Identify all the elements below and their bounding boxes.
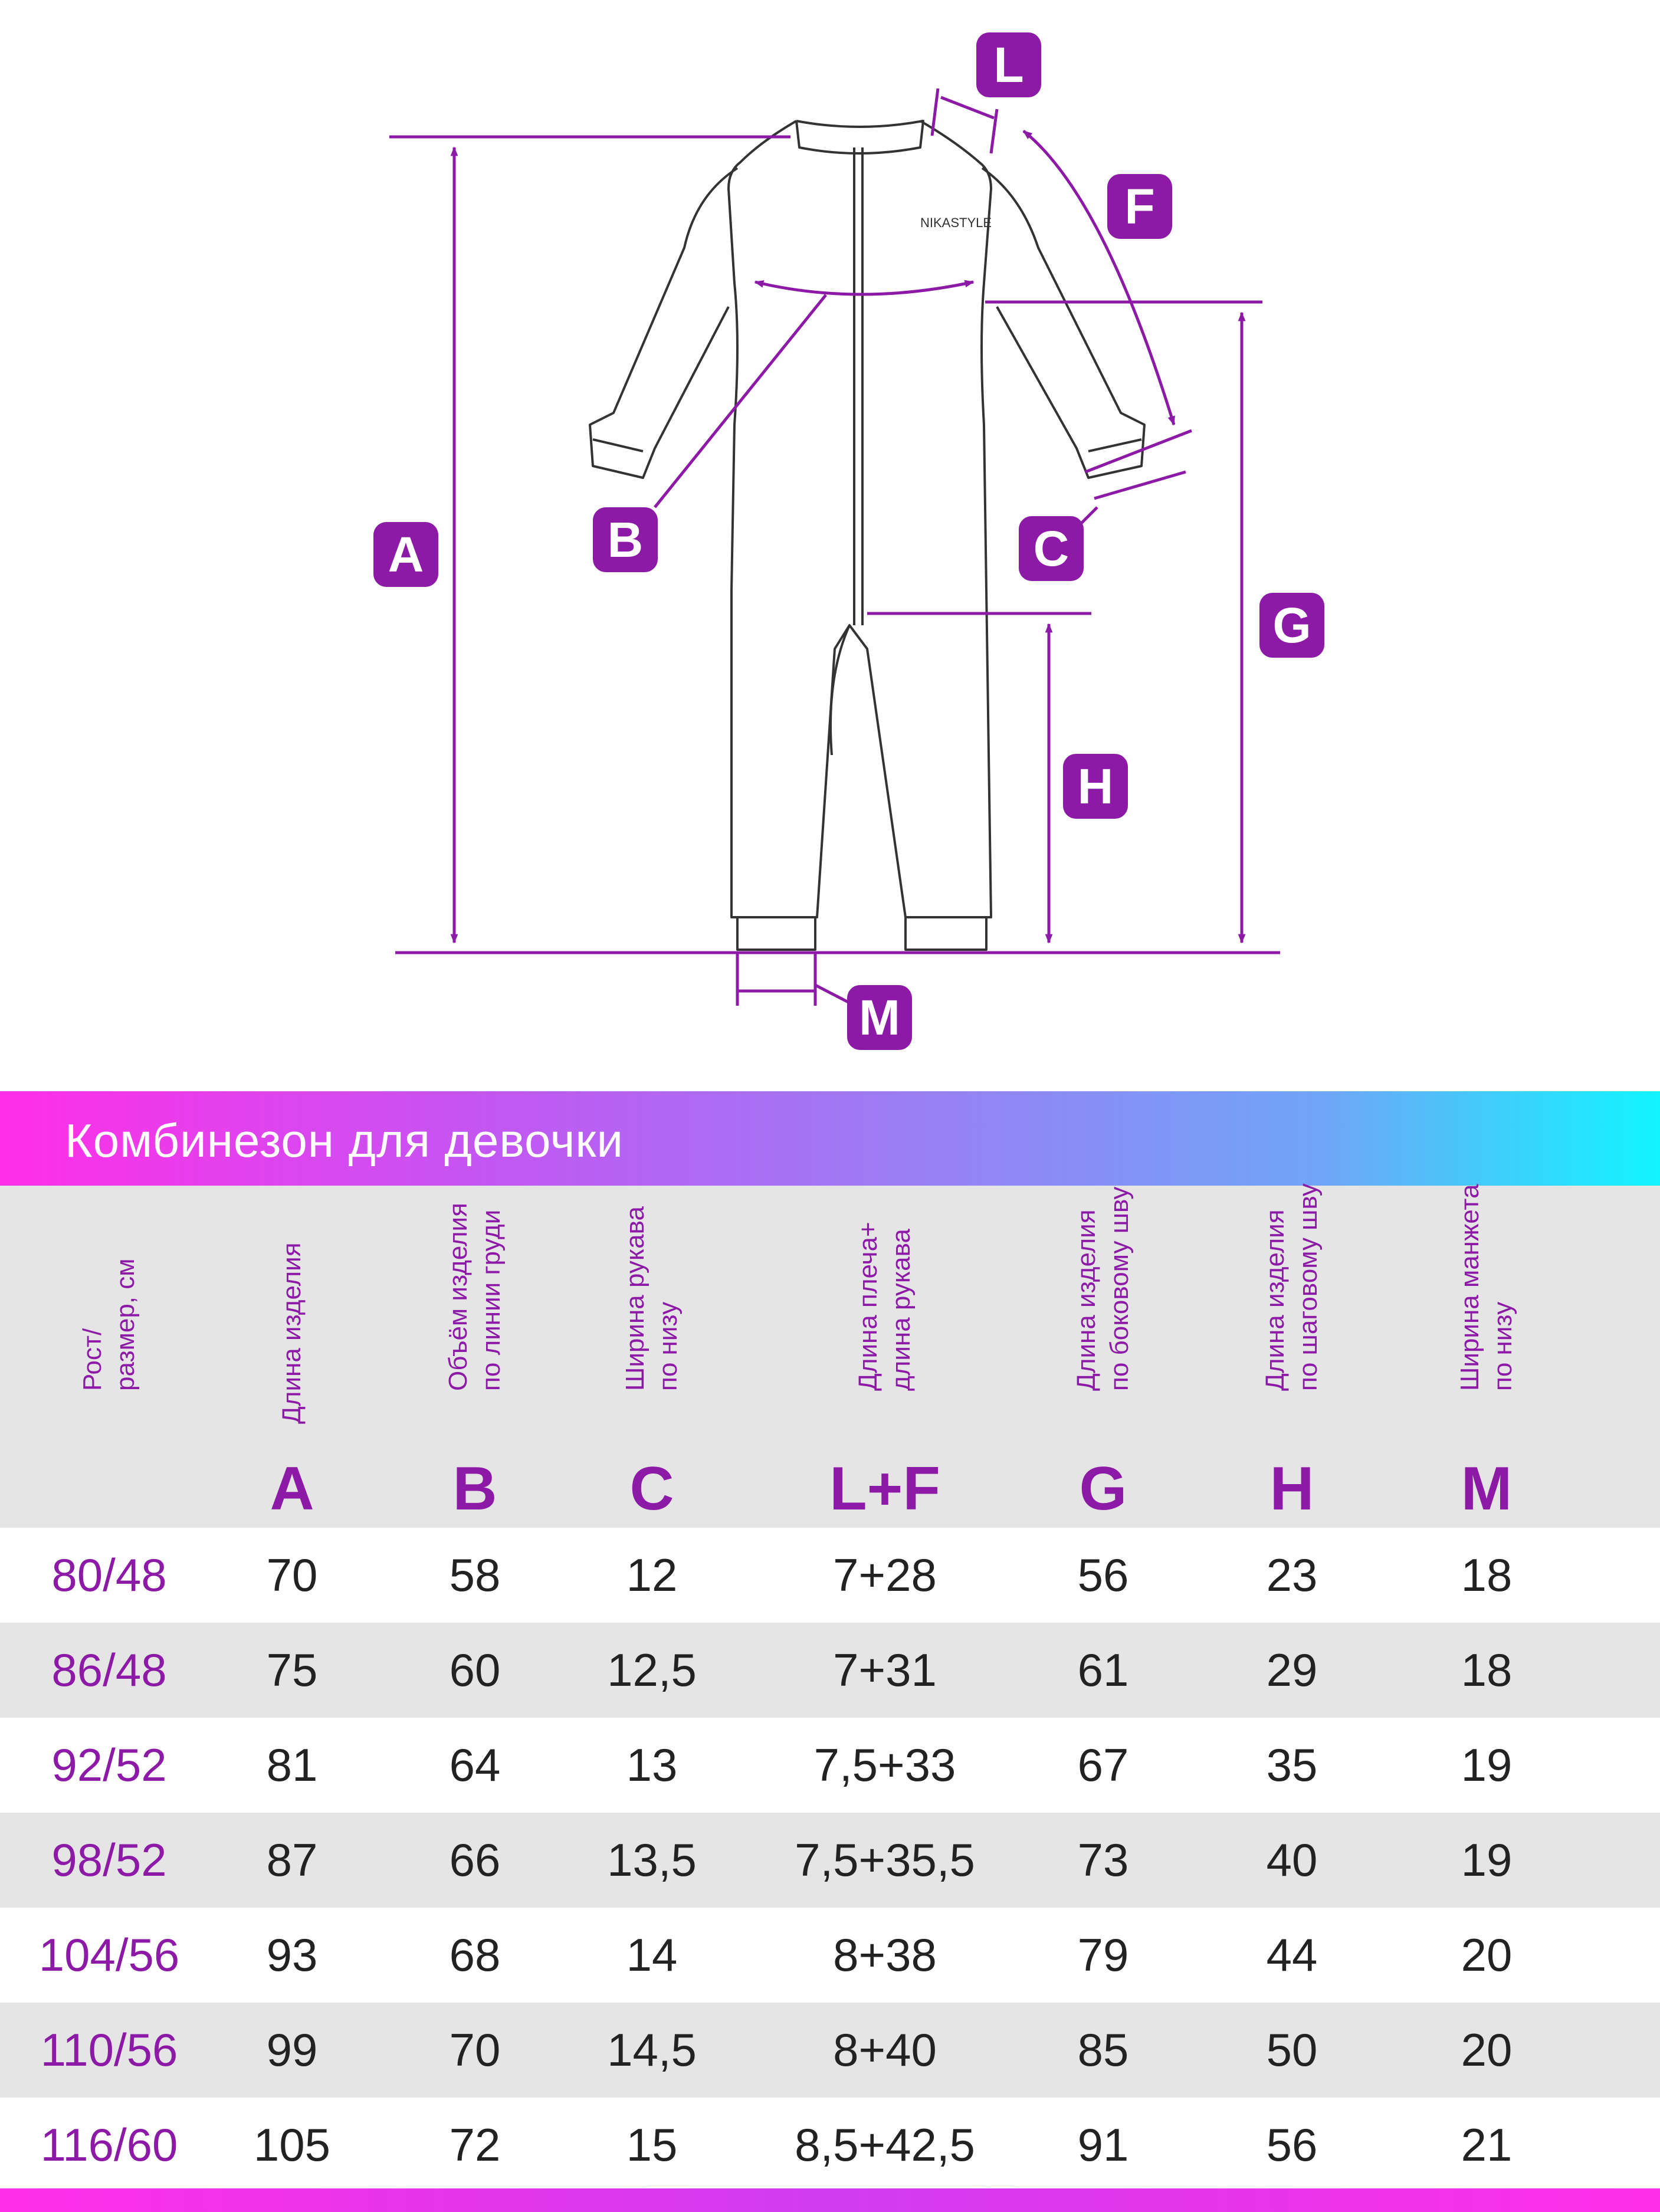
header-description-line: Длина плеча+ bbox=[854, 1222, 883, 1391]
header-col-0 bbox=[21, 1186, 198, 1528]
measure-cell: 19 bbox=[1461, 1834, 1513, 1886]
table-row bbox=[0, 2003, 1660, 2098]
measure-label-b: B bbox=[593, 507, 658, 572]
brand-label: NIKASTYLE bbox=[920, 215, 992, 230]
measure-cell: 20 bbox=[1461, 1929, 1513, 1981]
header-col-2 bbox=[386, 1186, 563, 1528]
table-row bbox=[0, 1623, 1660, 1718]
measure-cell: 64 bbox=[449, 1739, 501, 1791]
measure-cell: 91 bbox=[1077, 2119, 1129, 2171]
header-description-line: по низу bbox=[1488, 1301, 1517, 1391]
header-description bbox=[1454, 1184, 1520, 1391]
table-row bbox=[0, 1718, 1660, 1813]
measure-cell: 13 bbox=[626, 1739, 678, 1791]
measure-cell: 99 bbox=[266, 2024, 318, 2076]
header-description-line: по боковому шву bbox=[1105, 1186, 1134, 1391]
measure-cell: 68 bbox=[449, 1929, 501, 1981]
header-description bbox=[1070, 1187, 1136, 1391]
table-title-bar bbox=[0, 1091, 1660, 1186]
measure-l-line bbox=[941, 97, 994, 118]
measure-cell: 35 bbox=[1266, 1739, 1318, 1791]
measure-cell: 70 bbox=[266, 1549, 318, 1601]
measure-cell: 14 bbox=[626, 1929, 678, 1981]
measure-cell: 7,5+35,5 bbox=[795, 1834, 975, 1886]
header-description-line: Ширина рукава bbox=[621, 1206, 649, 1391]
measure-cell: 60 bbox=[449, 1644, 501, 1696]
header-description-line: по низу bbox=[654, 1301, 683, 1391]
size-cell: 104/56 bbox=[38, 1929, 180, 1981]
measure-label-l: L bbox=[976, 32, 1041, 97]
header-description bbox=[1259, 1183, 1325, 1391]
measure-cell: 58 bbox=[449, 1549, 501, 1601]
measure-cell: 79 bbox=[1077, 1929, 1129, 1981]
measure-cell: 56 bbox=[1266, 2119, 1318, 2171]
header-description-line: Длина изделия bbox=[1072, 1209, 1101, 1391]
header-description-line: длина рукава bbox=[887, 1229, 916, 1391]
header-description-line: Длина изделия bbox=[277, 1242, 306, 1424]
measure-label-a: A bbox=[373, 522, 438, 587]
measure-cell: 19 bbox=[1461, 1739, 1513, 1791]
header-description bbox=[619, 1206, 685, 1391]
measure-c-leader bbox=[1080, 507, 1097, 525]
measure-cell: 13,5 bbox=[607, 1834, 697, 1886]
table-bottom-bar bbox=[0, 2188, 1660, 2212]
measure-cell: 70 bbox=[449, 2024, 501, 2076]
measure-cell: 75 bbox=[266, 1644, 318, 1696]
jumpsuit-drawing bbox=[0, 0, 1660, 1056]
header-letter: H bbox=[1269, 1455, 1314, 1523]
header-col-3 bbox=[563, 1186, 740, 1528]
measure-cell: 12 bbox=[626, 1549, 678, 1601]
header-description bbox=[442, 1203, 508, 1391]
header-col-4 bbox=[796, 1186, 973, 1528]
table-row bbox=[0, 2098, 1660, 2193]
size-cell: 92/52 bbox=[51, 1739, 167, 1791]
header-description bbox=[76, 1258, 142, 1391]
header-letter: C bbox=[629, 1455, 674, 1523]
measure-cell: 73 bbox=[1077, 1834, 1129, 1886]
header-col-6 bbox=[1203, 1183, 1380, 1528]
table-row bbox=[0, 1813, 1660, 1908]
measure-cell: 21 bbox=[1461, 2119, 1513, 2171]
measure-cell: 8+38 bbox=[833, 1929, 937, 1981]
measure-cell: 7+28 bbox=[833, 1549, 937, 1601]
measure-label-f: F bbox=[1107, 174, 1172, 239]
table-row bbox=[0, 1528, 1660, 1623]
size-cell: 80/48 bbox=[51, 1549, 167, 1601]
measure-cell: 61 bbox=[1077, 1644, 1129, 1696]
measure-cell: 72 bbox=[449, 2119, 501, 2171]
measure-label-m: M bbox=[847, 985, 912, 1050]
header-description bbox=[275, 1242, 309, 1424]
size-cell: 98/52 bbox=[51, 1834, 167, 1886]
header-col-1 bbox=[204, 1186, 380, 1528]
measure-cell: 23 bbox=[1266, 1549, 1318, 1601]
measure-label-h: H bbox=[1063, 754, 1128, 819]
measure-cell: 8+40 bbox=[833, 2024, 937, 2076]
garment-measurement-diagram bbox=[0, 0, 1660, 1056]
size-cell: 86/48 bbox=[51, 1644, 167, 1696]
measure-cell: 85 bbox=[1077, 2024, 1129, 2076]
header-letter: M bbox=[1461, 1455, 1513, 1523]
measure-label-g: G bbox=[1259, 593, 1324, 658]
measure-cell: 20 bbox=[1461, 2024, 1513, 2076]
header-description bbox=[852, 1222, 918, 1391]
measure-cell: 15 bbox=[626, 2119, 678, 2171]
measure-cell: 50 bbox=[1266, 2024, 1318, 2076]
measure-cell: 40 bbox=[1266, 1834, 1318, 1886]
measure-cell: 81 bbox=[266, 1739, 318, 1791]
measure-cell: 56 bbox=[1077, 1549, 1129, 1601]
measure-cell: 67 bbox=[1077, 1739, 1129, 1791]
table-row bbox=[0, 1908, 1660, 2003]
header-description-line: по линии груди bbox=[477, 1209, 506, 1391]
table-title: Комбинезон для девочки bbox=[65, 1114, 624, 1167]
measure-cell: 7+31 bbox=[833, 1644, 937, 1696]
measure-cell: 93 bbox=[266, 1929, 318, 1981]
header-description-line: по шаговому шву bbox=[1294, 1183, 1323, 1391]
header-description-line: Объём изделия bbox=[444, 1203, 473, 1391]
measure-c-line bbox=[1094, 472, 1186, 498]
measure-cell: 66 bbox=[449, 1834, 501, 1886]
header-letter: L+F bbox=[829, 1455, 940, 1523]
header-description-line: Ширина манжета bbox=[1455, 1184, 1484, 1391]
measure-cell: 12,5 bbox=[607, 1644, 697, 1696]
header-description-line: размер, см bbox=[111, 1258, 140, 1391]
measure-label-c: C bbox=[1019, 516, 1084, 581]
measure-cell: 105 bbox=[253, 2119, 331, 2171]
measure-m-leader bbox=[815, 985, 849, 1003]
measure-cell: 29 bbox=[1266, 1644, 1318, 1696]
size-cell: 110/56 bbox=[40, 2024, 178, 2076]
header-col-7 bbox=[1398, 1186, 1575, 1528]
measure-cell: 18 bbox=[1461, 1644, 1513, 1696]
measure-cell: 7,5+33 bbox=[813, 1739, 956, 1791]
measure-b-arrow bbox=[755, 282, 973, 294]
header-letter: B bbox=[452, 1455, 497, 1523]
measure-cell: 44 bbox=[1266, 1929, 1318, 1981]
measure-cell: 8,5+42,5 bbox=[795, 2119, 975, 2171]
measure-cell: 14,5 bbox=[607, 2024, 697, 2076]
header-col-5 bbox=[1015, 1186, 1192, 1528]
header-letter: G bbox=[1079, 1455, 1127, 1523]
header-description-line: Длина изделия bbox=[1261, 1209, 1290, 1391]
header-description-line: Рост/ bbox=[78, 1328, 107, 1391]
measure-cell: 18 bbox=[1461, 1549, 1513, 1601]
table-header bbox=[0, 1183, 1660, 1528]
header-letter: A bbox=[270, 1455, 314, 1523]
measure-cell: 87 bbox=[266, 1834, 318, 1886]
size-cell: 116/60 bbox=[40, 2119, 178, 2171]
